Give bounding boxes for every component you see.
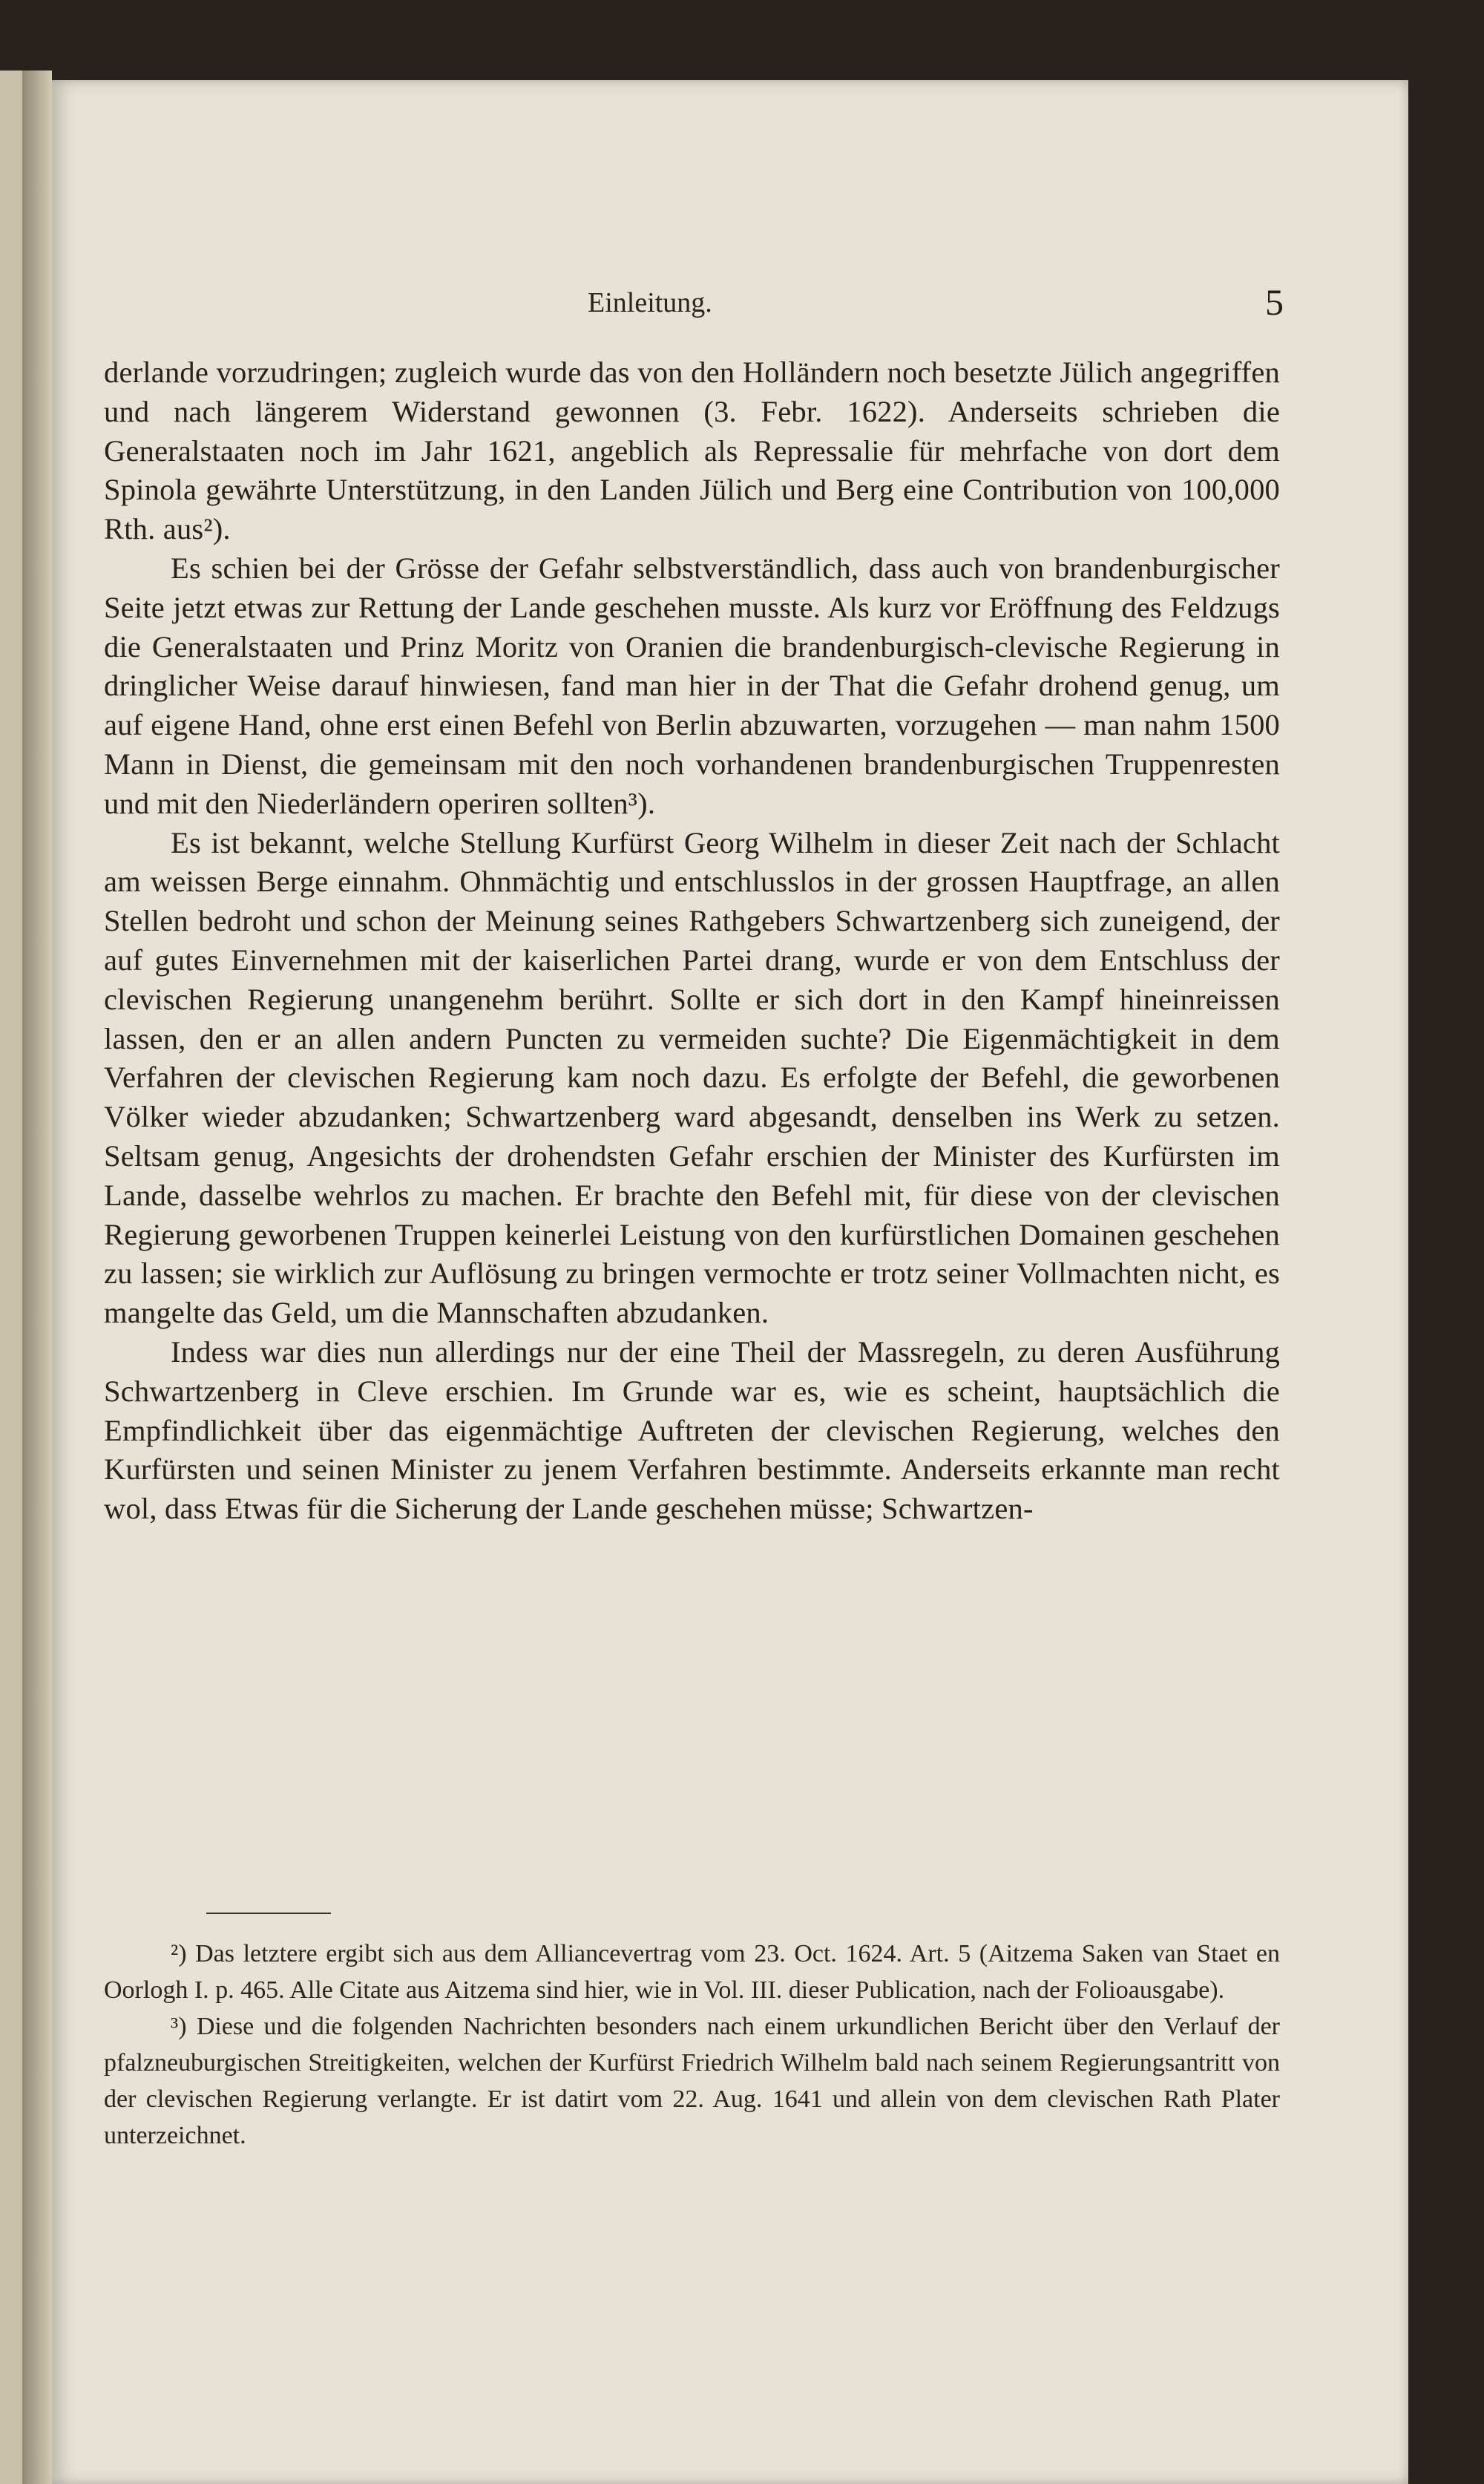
page-header <box>52 281 1284 331</box>
book-gutter <box>22 71 52 2484</box>
paragraph-4: Indess war dies nun allerdings nur der eine Theil der Massregeln, zu deren Ausführung Schwartzenberg in Cleve erschien. Im Grunde war es, wie es scheint, hauptsächlich die Empfindlichkeit über das eigenmächtige Auftreten der clevischen Regierung, welches den Kurfürsten und seinen Minister zu jenem Verfahren bestimmte. Anderseits erkannte man recht wol, dass Etwas für die Sicherung der Lande geschehen müsse; Schwartzen- <box>104 1334 1280 1526</box>
running-title: Einleitung. <box>588 287 712 318</box>
footnotes <box>104 1936 1280 2154</box>
footnote-2: ²) Das letztere ergibt sich aus dem Alliancevertrag vom 23. Oct. 1624. Art. 5 (Aitzema Saken van Staet en Oorlogh I. p. 465. Alle Citate aus Aitzema sind hier, wie in Vol. III. dieser Publication, nach der Folioausgabe). <box>104 1940 1280 2004</box>
page-number: 5 <box>1265 281 1284 323</box>
paragraph-3: Es ist bekannt, welche Stellung Kurfürst Georg Wilhelm in dieser Zeit nach der Schlacht am weissen Berge einnahm. Ohnmächtig und entschlusslos in der grossen Hauptfrage, an allen Stellen bedroht und schon der Meinung seines Rathgebers Schwartzenberg sich zuneigend, der auf gutes Einvernehmen mit der kaiserlichen Partei drang, wurde er von dem Entschluss der clevischen Regierung unangenehm berührt. Sollte er sich dort in den Kampf hineinreissen lassen, den er an allen andern Puncten zu vermeiden suchte? Die Eigenmächtigkeit in dem Verfahren der clevischen Regierung kam noch dazu. Es erfolgte der Befehl, die geworbenen Völker wieder abzudanken; Schwartzenberg ward abgesandt, denselben ins Werk zu setzen. Seltsam genug, Angesichts der drohendsten Gefahr erschien der Minister des Kurfürsten im Lande, dasselbe wehrlos zu machen. Er brachte den Befehl mit, für diese von der clevischen Regierung geworbenen Truppen keinerlei Leistung von den kurfürstlichen Domainen geschehen zu lassen; sie wirklich zur Auflösung zu bringen vermochte er trotz seiner Vollmachten nicht, es mangelte das Geld, um die Mannschaften abzudanken. <box>104 825 1280 1330</box>
book-page <box>52 80 1408 2484</box>
paragraph-1: derlande vorzudringen; zugleich wurde das von den Holländern noch besetzte Jülich angegriffen und nach längerem Widerstand gewonnen (3. Febr. 1622). Anderseits schrieben die Generalstaaten noch im Jahr 1621, angeblich als Repressalie für mehrfache von dort dem Spinola gewährte Unterstützung, in den Landen Jülich und Berg eine Contribution von 100,000 Rth. aus²). <box>104 355 1280 546</box>
footnote-separator <box>206 1913 331 1914</box>
paragraph-2: Es schien bei der Grösse der Gefahr selbstverständlich, dass auch von brandenburgischer Seite jetzt etwas zur Rettung der Lande geschehen musste. Als kurz vor Eröffnung des Feldzugs die Generalstaaten und Prinz Moritz von Oranien die brandenburgisch-clevische Regierung in dringlicher Weise darauf hinwiesen, fand man hier in der That die Gefahr drohend genug, um auf eigene Hand, ohne erst einen Befehl von Berlin abzuwarten, vorzugehen — man nahm 1500 Mann in Dienst, die gemeinsam mit den noch vorhandenen brandenburgischen Truppenresten und mit den Niederländern operiren sollten³). <box>104 551 1280 820</box>
main-text <box>104 353 1280 1529</box>
footnote-3: ³) Diese und die folgenden Nachrichten besonders nach einem urkundlichen Bericht über den Verlauf der pfalzneuburgischen Streitigkeiten, welchen der Kurfürst Friedrich Wilhelm bald nach seinem Regierungsantritt von der clevischen Regierung verlangte. Er ist datirt vom 22. Aug. 1641 und allein von dem clevischen Rath Plater unterzeichnet. <box>104 2013 1280 2149</box>
left-page-edge <box>0 71 22 2484</box>
